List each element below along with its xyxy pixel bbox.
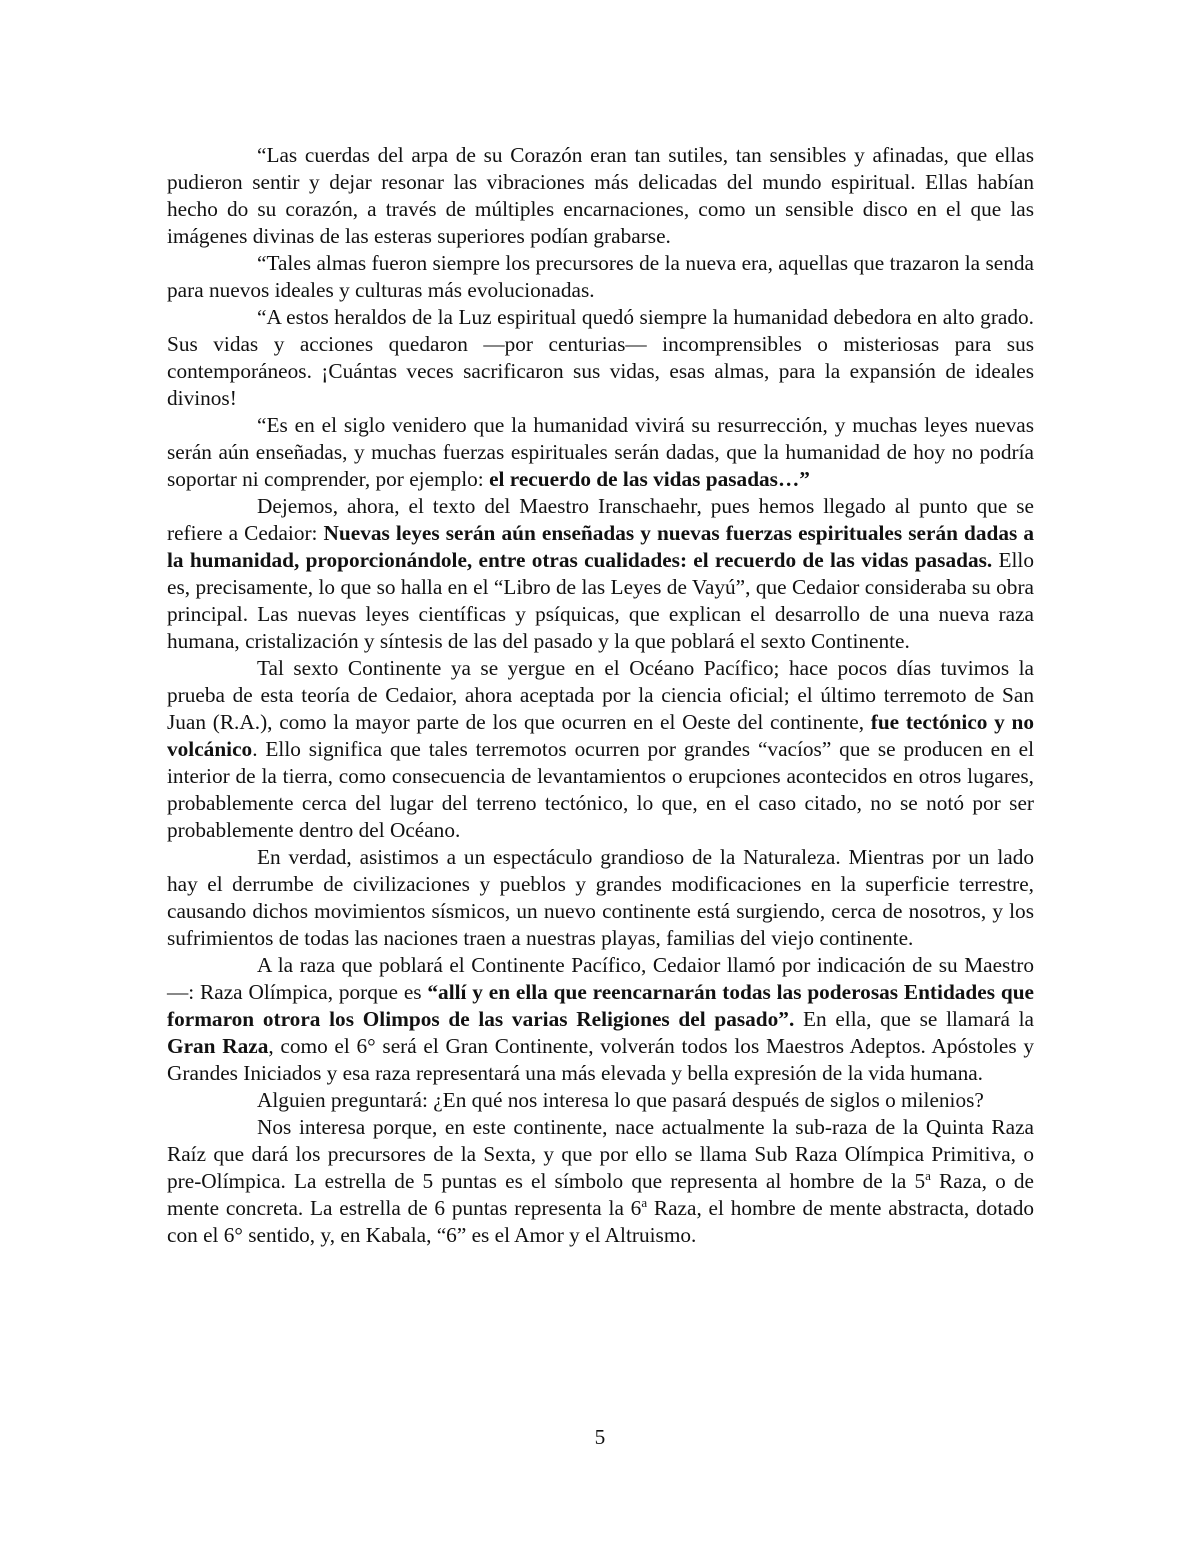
superscript-text: a xyxy=(925,1167,931,1183)
text-run: A la raza que poblará el Continente Pacífico, Cedaior llamó por indicación de su Maestro—: Raza Olímpica, porque es xyxy=(167,953,1034,1004)
text-run: Raza, el hombre de mente abstracta, dotado con el 6° sentido, y, en Kabala, “6” es el Amor y el Altruismo. xyxy=(167,1196,1034,1247)
paragraph xyxy=(167,952,1034,1087)
paragraph xyxy=(167,655,1034,844)
superscript-text: a xyxy=(641,1194,648,1210)
text-run: , como el 6° será el Gran Continente, volverán todos los Maestros Adeptos. Apóstoles y Grandes Iniciados y esa raza representará una más elevada y bella expresión de la vida humana. xyxy=(167,1034,1034,1085)
page-number: 5 xyxy=(594,1425,606,1449)
text-run: Dejemos, ahora, el texto del Maestro Iranschaehr, pues hemos llegado al punto que se refiere a Cedaior: xyxy=(167,494,1034,545)
paragraph xyxy=(167,250,1034,304)
text-run: Nos interesa porque, en este continente, nace actualmente la sub-raza de la Quinta Raza Raíz que dará los precursores de la Sexta, y que por ello se llama Sub Raza Olímpica Primitiva, o pre-Olímpica. La estrella de 5 puntas es el símbolo que representa al hombre de la 5 xyxy=(167,1115,1034,1193)
text-run: “Las cuerdas del arpa de su Corazón eran tan sutiles, tan sensibles y afinadas, que ellas pudieron sentir y dejar resonar las vibraciones más delicadas del mundo espiritual. Ellas habían hecho do su corazón, a través de múltiples encarnaciones, como un sensible disco en el que las imágenes divinas de las esteras superiores podían grabarse. xyxy=(167,143,1034,248)
bold-text: el recuerdo de las vidas pasadas…” xyxy=(489,467,810,491)
text-run: Ello es, precisamente, lo que so halla en el “Libro de las Leyes de Vayú”, que Cedaior consideraba su obra principal. Las nuevas leyes científicas y psíquicas, que explican el desarrollo de una nueva raza humana, cristalización y síntesis de las del pasado y la que poblará el sexto Continente. xyxy=(167,548,1034,653)
bold-text: “allí y en ella que reencarnarán todas las poderosas Entidades que formaron otrora los Olimpos de las varias Religiones del pasado”. xyxy=(167,980,1034,1031)
paragraph xyxy=(167,1087,1034,1114)
text-run: En ella, que se llamará la xyxy=(794,1007,1035,1031)
paragraph xyxy=(167,1114,1034,1249)
paragraph xyxy=(167,844,1034,952)
paragraph xyxy=(167,493,1034,655)
text-run: “Tales almas fueron siempre los precursores de la nueva era, aquellas que trazaron la senda para nuevos ideales y culturas más evolucionadas. xyxy=(167,251,1034,302)
paragraph xyxy=(167,304,1034,412)
text-run: Alguien preguntará: ¿En qué nos interesa lo que pasará después de siglos o milenios? xyxy=(257,1088,984,1112)
text-run: Tal sexto Continente ya se yergue en el Océano Pacífico; hace pocos días tuvimos la prueba de esta teoría de Cedaior, ahora aceptada por la ciencia oficial; el último terremoto de San Juan (R.A.), como la mayor parte de los que ocurren en el Oeste del continente, xyxy=(167,656,1034,734)
bold-text: fue tectónico y no volcánico xyxy=(167,710,1034,761)
text-run: . Ello significa que tales terremotos ocurren por grandes “vacíos” que se producen en el interior de la tierra, como consecuencia de levantamientos o erupciones acontecidos en otros lugares, probablemente cerca del lugar del terreno tectónico, lo que, en el caso citado, no se notó por ser probablemente dentro del Océano. xyxy=(167,737,1034,842)
paragraph xyxy=(167,412,1034,493)
text-run: Raza, o de mente concreta. La estrella de 6 puntas representa la 6 xyxy=(167,1169,1035,1220)
text-run: En verdad, asistimos a un espectáculo grandioso de la Naturaleza. Mientras por un lado hay el derrumbe de civilizaciones y pueblos y grandes modificaciones en la superficie terrestre, causando dichos movimientos sísmicos, un nuevo continente está surgiendo, cerca de nosotros, y los sufrimientos de todas las naciones traen a nuestras playas, familias del viejo continente. xyxy=(167,845,1034,950)
document-body xyxy=(167,142,1034,1249)
bold-text: Nuevas leyes serán aún enseñadas y nuevas fuerzas espirituales serán dadas a la humanidad, proporcionándole, entre otras cualidades: el recuerdo de las vidas pasadas. xyxy=(167,521,1034,572)
text-run: “A estos heraldos de la Luz espiritual quedó siempre la humanidad debedora en alto grado. Sus vidas y acciones quedaron —por centurias— incomprensibles o misteriosas para sus contemporáneos. ¡Cuántas veces sacrificaron sus vidas, esas almas, para la expansión de ideales divinos! xyxy=(167,305,1034,410)
text-run: “Es en el siglo venidero que la humanidad vivirá su resurrección, y muchas leyes nuevas serán aún enseñadas, y muchas fuerzas espirituales serán dadas, que la humanidad de hoy no podría soportar ni comprender, por ejemplo: xyxy=(167,413,1034,491)
bold-text: Gran Raza xyxy=(167,1034,269,1058)
paragraph xyxy=(167,142,1034,250)
